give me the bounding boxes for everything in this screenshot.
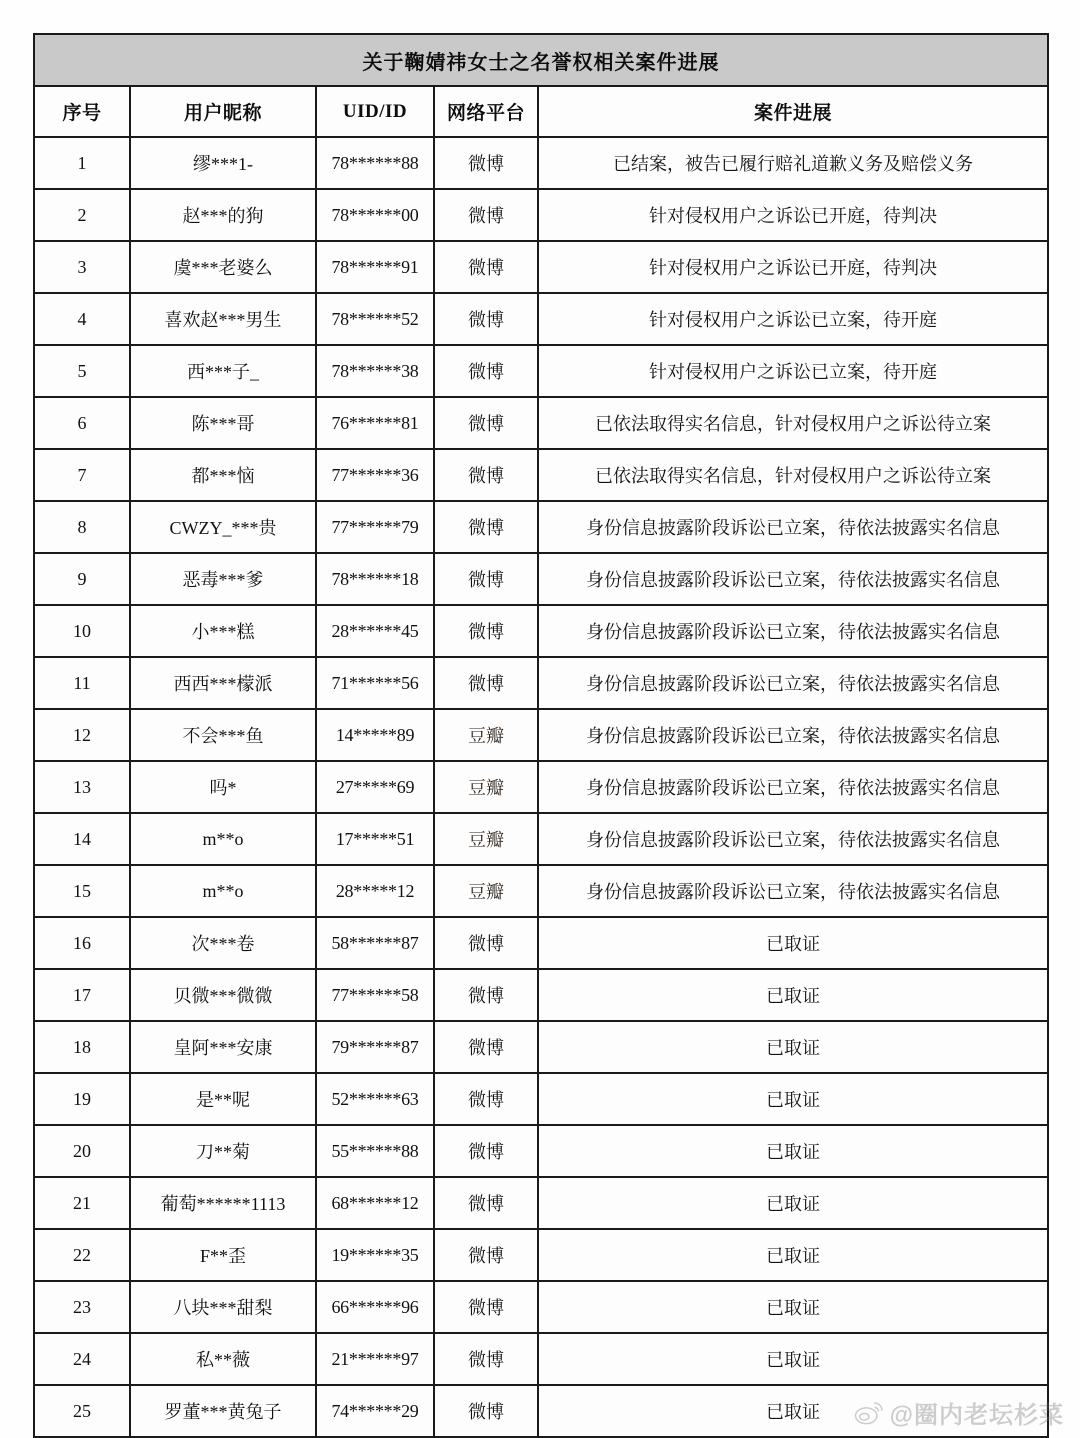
column-header-platform: 网络平台 — [434, 86, 538, 137]
cell-index: 14 — [34, 813, 130, 865]
cell-platform: 微博 — [434, 1125, 538, 1177]
cell-platform: 微博 — [434, 1177, 538, 1229]
cell-uid: 28******45 — [316, 605, 434, 657]
cell-index: 13 — [34, 761, 130, 813]
table-row — [34, 1229, 1048, 1281]
table-row — [34, 969, 1048, 1021]
cell-uid: 74******29 — [316, 1385, 434, 1437]
cell-platform: 微博 — [434, 189, 538, 241]
cell-index: 1 — [34, 137, 130, 189]
cell-nickname: 西西***檬派 — [130, 657, 316, 709]
cell-uid: 66******96 — [316, 1281, 434, 1333]
table-row — [34, 1073, 1048, 1125]
cell-uid: 27*****69 — [316, 761, 434, 813]
cell-uid: 78******00 — [316, 189, 434, 241]
cell-index: 6 — [34, 397, 130, 449]
cell-nickname: 贝微***微微 — [130, 969, 316, 1021]
cell-nickname: 刀**菊 — [130, 1125, 316, 1177]
table-header-row — [34, 86, 1048, 137]
watermark-handle: @圈内老坛杉菜 — [889, 1402, 1064, 1429]
cell-progress: 已取证 — [538, 1073, 1048, 1125]
cell-nickname: m**o — [130, 865, 316, 917]
column-header-progress: 案件进展 — [538, 86, 1048, 137]
cell-index: 23 — [34, 1281, 130, 1333]
cell-platform: 微博 — [434, 605, 538, 657]
table-row — [34, 241, 1048, 293]
cell-nickname: 虞***老婆么 — [130, 241, 316, 293]
cell-uid: 58******87 — [316, 917, 434, 969]
cell-platform: 微博 — [434, 241, 538, 293]
case-progress-table-container — [33, 33, 1047, 1438]
cell-uid: 78******18 — [316, 553, 434, 605]
table-row — [34, 397, 1048, 449]
cell-progress: 已取证 — [538, 1229, 1048, 1281]
cell-index: 21 — [34, 1177, 130, 1229]
cell-progress: 已取证 — [538, 1021, 1048, 1073]
cell-nickname: CWZY_***贵 — [130, 501, 316, 553]
table-row — [34, 293, 1048, 345]
cell-index: 25 — [34, 1385, 130, 1437]
cell-progress: 身份信息披露阶段诉讼已立案，待依法披露实名信息 — [538, 865, 1048, 917]
table-row — [34, 605, 1048, 657]
cell-nickname: 西***子_ — [130, 345, 316, 397]
page-title: 关于鞠婧祎女士之名誉权相关案件进展 — [34, 34, 1048, 86]
cell-progress: 身份信息披露阶段诉讼已立案，待依法披露实名信息 — [538, 657, 1048, 709]
cell-platform: 豆瓣 — [434, 761, 538, 813]
cell-progress: 已取证 — [538, 917, 1048, 969]
cell-platform: 微博 — [434, 553, 538, 605]
cell-platform: 微博 — [434, 501, 538, 553]
cell-uid: 78******88 — [316, 137, 434, 189]
cell-nickname: 私**薇 — [130, 1333, 316, 1385]
cell-nickname: 缪***1- — [130, 137, 316, 189]
cell-progress: 已取证 — [538, 1125, 1048, 1177]
cell-index: 15 — [34, 865, 130, 917]
cell-uid: 78******38 — [316, 345, 434, 397]
cell-uid: 14*****89 — [316, 709, 434, 761]
cell-nickname: 八块***甜梨 — [130, 1281, 316, 1333]
cell-uid: 71******56 — [316, 657, 434, 709]
cell-uid: 52******63 — [316, 1073, 434, 1125]
cell-index: 24 — [34, 1333, 130, 1385]
cell-nickname: 次***卷 — [130, 917, 316, 969]
cell-index: 11 — [34, 657, 130, 709]
cell-nickname: 都***恼 — [130, 449, 316, 501]
cell-platform: 微博 — [434, 1229, 538, 1281]
cell-progress: 身份信息披露阶段诉讼已立案，待依法披露实名信息 — [538, 501, 1048, 553]
table-row — [34, 553, 1048, 605]
cell-progress: 已依法取得实名信息，针对侵权用户之诉讼待立案 — [538, 449, 1048, 501]
cell-progress: 身份信息披露阶段诉讼已立案，待依法披露实名信息 — [538, 709, 1048, 761]
cell-progress: 已取证 — [538, 1385, 1048, 1437]
cell-index: 12 — [34, 709, 130, 761]
cell-index: 16 — [34, 917, 130, 969]
cell-nickname: 吗* — [130, 761, 316, 813]
cell-uid: 28*****12 — [316, 865, 434, 917]
cell-platform: 微博 — [434, 293, 538, 345]
cell-uid: 77******79 — [316, 501, 434, 553]
cell-uid: 68******12 — [316, 1177, 434, 1229]
column-header-uid: UID/ID — [316, 86, 434, 137]
table-row — [34, 761, 1048, 813]
table-row — [34, 501, 1048, 553]
table-row — [34, 345, 1048, 397]
cell-index: 18 — [34, 1021, 130, 1073]
table-row — [34, 189, 1048, 241]
cell-uid: 78******52 — [316, 293, 434, 345]
cell-platform: 微博 — [434, 1333, 538, 1385]
cell-nickname: 喜欢赵***男生 — [130, 293, 316, 345]
cell-platform: 微博 — [434, 969, 538, 1021]
cell-index: 10 — [34, 605, 130, 657]
cell-progress: 身份信息披露阶段诉讼已立案，待依法披露实名信息 — [538, 761, 1048, 813]
table-row — [34, 813, 1048, 865]
table-row — [34, 709, 1048, 761]
table-row — [34, 1385, 1048, 1437]
cell-nickname: 不会***鱼 — [130, 709, 316, 761]
cell-nickname: 是**呢 — [130, 1073, 316, 1125]
cell-platform: 微博 — [434, 1073, 538, 1125]
cell-uid: 76******81 — [316, 397, 434, 449]
cell-progress: 已取证 — [538, 1281, 1048, 1333]
cell-uid: 79******87 — [316, 1021, 434, 1073]
table-row — [34, 137, 1048, 189]
table-row — [34, 1281, 1048, 1333]
table-row — [34, 1333, 1048, 1385]
cell-progress: 针对侵权用户之诉讼已开庭，待判决 — [538, 241, 1048, 293]
cell-platform: 微博 — [434, 1281, 538, 1333]
cell-progress: 身份信息披露阶段诉讼已立案，待依法披露实名信息 — [538, 605, 1048, 657]
cell-platform: 微博 — [434, 345, 538, 397]
cell-nickname: 赵***的狗 — [130, 189, 316, 241]
cell-platform: 微博 — [434, 137, 538, 189]
cell-uid: 77******36 — [316, 449, 434, 501]
cell-uid: 21******97 — [316, 1333, 434, 1385]
table-row — [34, 657, 1048, 709]
cell-platform: 微博 — [434, 657, 538, 709]
cell-index: 9 — [34, 553, 130, 605]
case-progress-table — [33, 33, 1049, 1438]
cell-platform: 豆瓣 — [434, 709, 538, 761]
cell-uid: 55******88 — [316, 1125, 434, 1177]
table-row — [34, 865, 1048, 917]
cell-platform: 微博 — [434, 917, 538, 969]
cell-progress: 已结案，被告已履行赔礼道歉义务及赔偿义务 — [538, 137, 1048, 189]
cell-nickname: 罗董***黄兔子 — [130, 1385, 316, 1437]
table-row — [34, 1177, 1048, 1229]
cell-index: 8 — [34, 501, 130, 553]
cell-index: 19 — [34, 1073, 130, 1125]
cell-index: 5 — [34, 345, 130, 397]
cell-index: 2 — [34, 189, 130, 241]
table-body — [34, 34, 1048, 1437]
cell-platform: 微博 — [434, 449, 538, 501]
cell-platform: 微博 — [434, 1021, 538, 1073]
cell-index: 20 — [34, 1125, 130, 1177]
table-row — [34, 917, 1048, 969]
cell-progress: 已取证 — [538, 1333, 1048, 1385]
cell-uid: 77******58 — [316, 969, 434, 1021]
cell-uid: 19******35 — [316, 1229, 434, 1281]
cell-progress: 已依法取得实名信息，针对侵权用户之诉讼待立案 — [538, 397, 1048, 449]
cell-uid: 78******91 — [316, 241, 434, 293]
cell-nickname: 恶毒***爹 — [130, 553, 316, 605]
cell-platform: 微博 — [434, 1385, 538, 1437]
cell-progress: 身份信息披露阶段诉讼已立案，待依法披露实名信息 — [538, 813, 1048, 865]
cell-index: 7 — [34, 449, 130, 501]
cell-platform: 豆瓣 — [434, 813, 538, 865]
cell-platform: 微博 — [434, 397, 538, 449]
cell-progress: 已取证 — [538, 969, 1048, 1021]
cell-progress: 身份信息披露阶段诉讼已立案，待依法披露实名信息 — [538, 553, 1048, 605]
table-title-row — [34, 34, 1048, 86]
cell-index: 4 — [34, 293, 130, 345]
cell-nickname: m**o — [130, 813, 316, 865]
cell-platform: 豆瓣 — [434, 865, 538, 917]
cell-progress: 针对侵权用户之诉讼已开庭，待判决 — [538, 189, 1048, 241]
column-header-nickname: 用户昵称 — [130, 86, 316, 137]
column-header-index: 序号 — [34, 86, 130, 137]
cell-progress: 已取证 — [538, 1177, 1048, 1229]
table-row — [34, 1021, 1048, 1073]
table-row — [34, 449, 1048, 501]
cell-index: 3 — [34, 241, 130, 293]
table-row — [34, 1125, 1048, 1177]
cell-index: 17 — [34, 969, 130, 1021]
cell-nickname: 皇阿***安康 — [130, 1021, 316, 1073]
cell-nickname: 小***糕 — [130, 605, 316, 657]
cell-uid: 17*****51 — [316, 813, 434, 865]
cell-progress: 针对侵权用户之诉讼已立案，待开庭 — [538, 345, 1048, 397]
cell-nickname: F**歪 — [130, 1229, 316, 1281]
cell-nickname: 葡萄******1113 — [130, 1177, 316, 1229]
cell-index: 22 — [34, 1229, 130, 1281]
cell-nickname: 陈***哥 — [130, 397, 316, 449]
cell-progress: 针对侵权用户之诉讼已立案，待开庭 — [538, 293, 1048, 345]
